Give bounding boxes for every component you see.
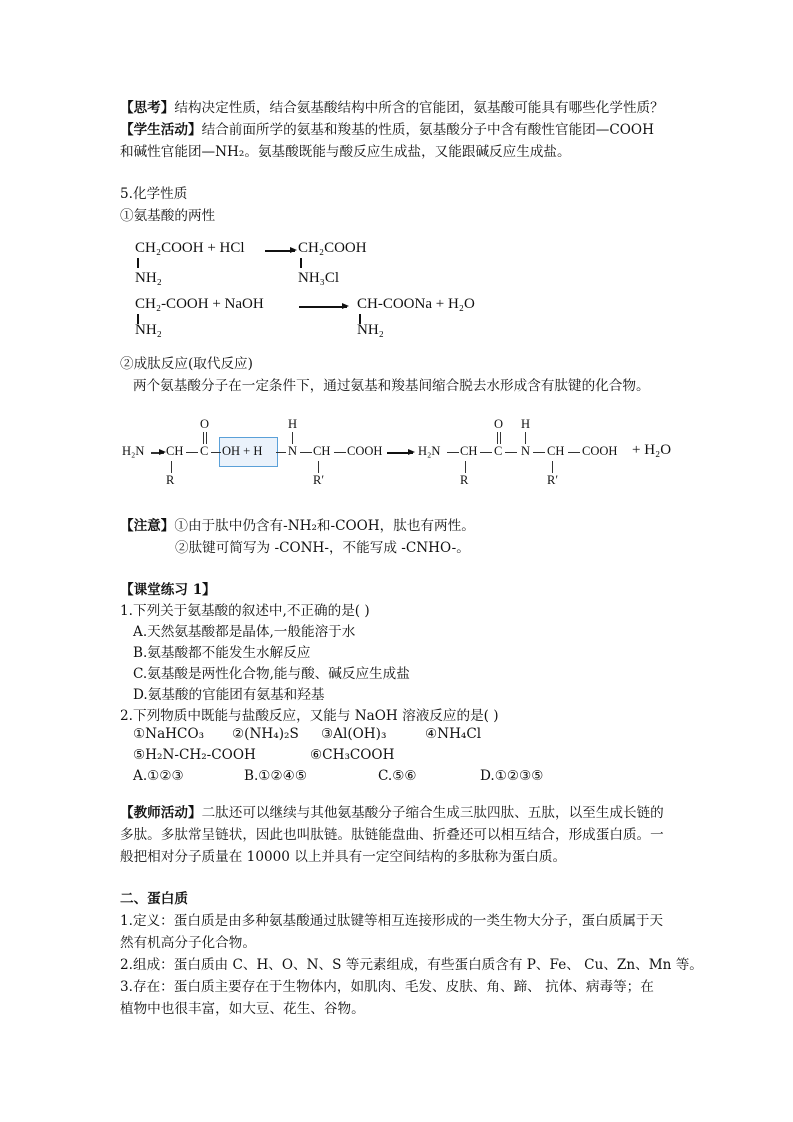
- pep-n-2: N: [521, 444, 531, 458]
- teacher-activity-line3: 般把相对分子质量在 10000 以上并具有一定空间结构的多肽称为蛋白质。: [120, 849, 567, 865]
- exercise-q2: 2.下列物质中既能与盐酸反应，又能与 NaOH 溶液反应的是( ): [120, 708, 499, 724]
- pep-nh-bond-1: [292, 432, 293, 444]
- pep-bond-f: [334, 452, 346, 453]
- exercise-title: 【课堂练习 1】: [120, 582, 216, 598]
- pep-bond-i: [505, 452, 517, 453]
- section5-desc: 两个氨基酸分子在一定条件下，通过氨基和羧基间缩合脱去水形成含有肽键的化合物。: [133, 378, 650, 394]
- q2-item-5: ⑤H₂N-CH₂-COOH: [133, 747, 256, 763]
- pep-ch-4: CH: [547, 444, 565, 458]
- teacher-activity-line1: [120, 802, 664, 824]
- pep-dbl-2b: [500, 432, 501, 444]
- eq1-arrow: [265, 250, 295, 252]
- q2-item-1: ①NaHCO₃: [133, 726, 205, 742]
- think-text: 结构决定性质，结合氨基酸结构中所含的官能团，氨基酸可能具有哪些化学性质？: [174, 100, 664, 116]
- pep-r-3: R: [460, 473, 469, 487]
- pep-o-1: O: [200, 417, 210, 431]
- eq2-left-bottom: NH₂: [135, 322, 162, 338]
- protein-exist-line1: 3.存在：蛋白质主要存在于生物体内，如肌肉、毛发、皮肤、角、蹄、 抗体、病毒等；在: [120, 979, 654, 995]
- eq1-left-top: CH₂COOH + HCl: [135, 240, 245, 256]
- q1-option-c: C.氨基酸是两性化合物,能与酸、碱反应生成盐: [133, 666, 410, 682]
- pep-arrow: [387, 452, 413, 454]
- student-activity-line2: 和碱性官能团—NH₂。氨基酸既能与酸反应生成盐，又能跟碱反应生成盐。: [120, 144, 571, 160]
- teacher-activity-line2: 多肽。多肽常呈链状，因此也叫肽链。肽链能盘曲、折叠还可以相互结合，形成蛋白质。一: [120, 827, 664, 843]
- section5-sub2: ②成肽反应(取代反应): [120, 356, 253, 372]
- q2-item-6: ⑥CH₃COOH: [310, 747, 395, 763]
- q2-item-3: ③Al(OH)₃: [321, 726, 387, 742]
- pep-dbl-1b: [206, 432, 207, 444]
- pep-r-1: R: [166, 473, 175, 487]
- eq2-arrow: [299, 306, 347, 308]
- note-tag: 【注意】: [120, 518, 175, 534]
- pep-dbl-1a: [203, 432, 204, 444]
- pep-c-1: C: [200, 444, 209, 458]
- pep-plus-h2o: + H₂O: [632, 442, 672, 458]
- pep-dbl-2a: [497, 432, 498, 444]
- q2-item-4: ④NH₄Cl: [425, 726, 482, 742]
- q2-item-2: ②(NH₄)₂S: [232, 726, 299, 742]
- pep-c-2: C: [494, 444, 503, 458]
- pep-ch-2: CH: [313, 444, 331, 458]
- pep-cooh-2: COOH: [582, 444, 618, 458]
- pep-h2n-1: H₂N: [122, 444, 145, 458]
- q2-answer-a: A.①②③: [133, 768, 184, 784]
- pep-bond-e: [300, 452, 312, 453]
- eq2-right-bottom: NH₂: [357, 322, 384, 338]
- pep-bond-g: [447, 452, 459, 453]
- protein-def-line2: 然有机高分子化合物。: [120, 935, 256, 951]
- section5-title: 5.化学性质: [120, 186, 188, 202]
- pep-bond-b: [186, 452, 198, 453]
- think-tag: 【思考】: [120, 100, 175, 116]
- q1-option-a: A.天然氨基酸都是晶体,一般能溶于水: [133, 624, 356, 640]
- note-line1: [120, 515, 475, 537]
- q2-answer-d: D.①②③⑤: [480, 768, 544, 784]
- student-activity-text1: 结合前面所学的氨基和羧基的性质，氨基酸分子中含有酸性官能团—COOH: [201, 122, 654, 138]
- protein-def-line1: 1.定义：蛋白质是由多种氨基酸通过肽键等相互连接形成的一类生物大分子，蛋白质属于天: [120, 913, 664, 929]
- pep-ch-3: CH: [460, 444, 478, 458]
- pep-r-bond-3: [465, 461, 466, 473]
- pep-o-2: O: [494, 417, 504, 431]
- pep-cooh-1: COOH: [347, 444, 383, 458]
- eq1-right-top: CH₂COOH: [298, 240, 367, 256]
- pep-r-4: R′: [547, 473, 559, 487]
- pep-bond-d: [276, 452, 286, 453]
- q1-option-d: D.氨基酸的官能团有氨基和羟基: [133, 687, 325, 703]
- student-activity-line1: [120, 119, 654, 141]
- protein-composition: 2.组成：蛋白质由 C、H、O、N、S 等元素组成，有些蛋白质含有 P、Fe、 Cu、Zn、Mn 等。: [120, 957, 703, 973]
- think-paragraph: [120, 97, 664, 119]
- student-activity-tag: 【学生活动】: [120, 122, 202, 138]
- eq1-left-bond: [137, 258, 139, 268]
- pep-nh-bond-2: [525, 432, 526, 444]
- pep-ch-1: CH: [166, 444, 184, 458]
- pep-bond-a: [151, 452, 164, 454]
- teacher-activity-tag: 【教师活动】: [120, 805, 202, 821]
- pep-h-2: H: [521, 417, 531, 431]
- exercise-q1: 1.下列关于氨基酸的叙述中,不正确的是( ): [120, 603, 370, 619]
- eq2-left-top: CH₂-COOH + NaOH: [135, 296, 264, 312]
- pep-r-bond-2: [318, 461, 319, 473]
- pep-bond-c: [211, 452, 221, 453]
- q2-answer-b: B.①②④⑤: [244, 768, 308, 784]
- pep-r-bond-1: [171, 461, 172, 473]
- q1-option-b: B.氨基酸都不能发生水解反应: [133, 645, 311, 661]
- pep-bond-h: [480, 452, 492, 453]
- eq1-right-bond: [300, 258, 302, 268]
- eq1-left-bottom: NH₂: [135, 270, 162, 286]
- pep-r-bond-4: [552, 461, 553, 473]
- protein-exist-line2: 植物中也很丰富，如大豆、花生、谷物。: [120, 1001, 365, 1017]
- pep-bond-j: [533, 452, 545, 453]
- pep-h2n-2: H₂N: [418, 444, 441, 458]
- pep-n-1: N: [288, 444, 298, 458]
- teacher-activity-text1: 二肽还可以继续与其他氨基酸分子缩合生成三肽四肽、五肽，以至生成长链的: [201, 805, 664, 821]
- pep-bond-k: [568, 452, 580, 453]
- pep-r-2: R′: [313, 473, 325, 487]
- eq1-right-bottom: NH₃Cl: [298, 270, 340, 286]
- note-item2: ②肽键可简写为 -CONH-，不能写成 -CNHO-。: [175, 540, 470, 556]
- eq2-right-top: CH-COONa + H₂O: [357, 296, 475, 312]
- pep-oh-h: OH + H: [222, 444, 263, 458]
- note-item1: ①由于肽中仍含有-NH₂和-COOH，肽也有两性。: [174, 518, 475, 534]
- pep-h-1: H: [288, 417, 298, 431]
- q2-answer-c: C.⑤⑥: [378, 768, 417, 784]
- section5-sub1: ①氨基酸的两性: [120, 208, 216, 224]
- protein-title: 二、蛋白质: [120, 891, 188, 907]
